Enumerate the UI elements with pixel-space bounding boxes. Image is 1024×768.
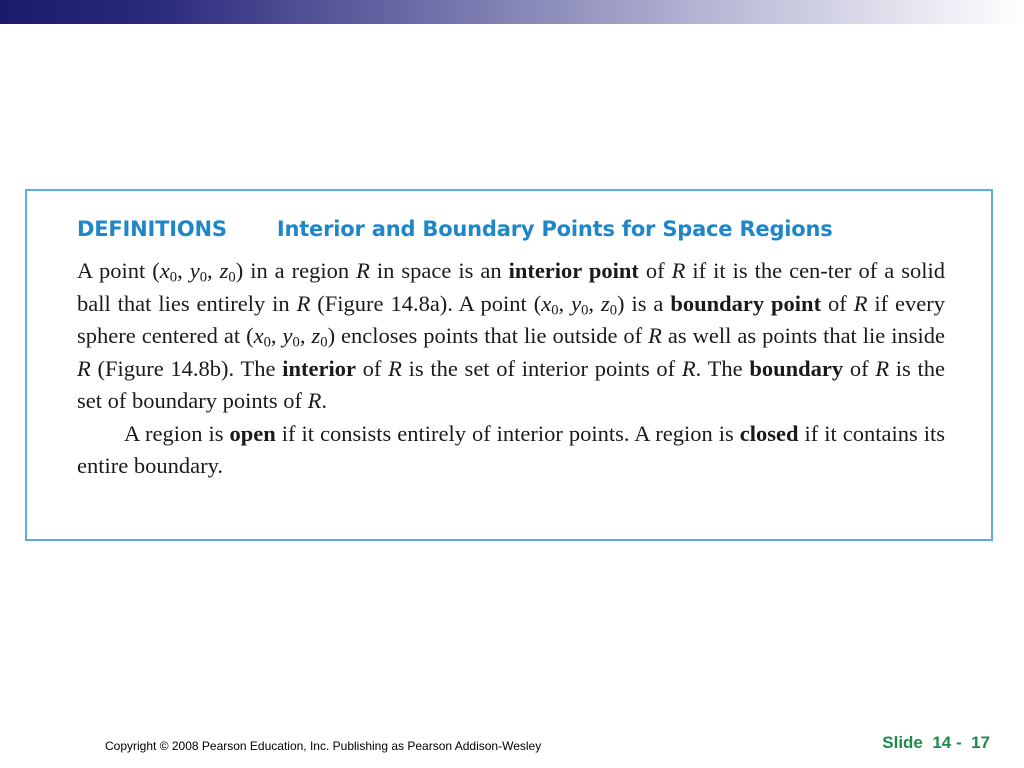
math-variable: R — [77, 355, 91, 381]
text-run: if every sphere centered at ( — [77, 290, 946, 348]
slide-number: Slide 14 - 17 — [882, 733, 990, 752]
math-subscript: 0 — [320, 334, 328, 351]
text-run: (Figure 14.8a). A point ( — [310, 290, 542, 316]
math-variable: R — [875, 355, 890, 381]
text-run: is the set of boundary points of — [77, 355, 946, 413]
math-subscript: 0 — [263, 334, 271, 351]
text-run: A region is — [124, 420, 230, 446]
text-run: as well as points that lie inside — [661, 323, 946, 348]
text-run: , — [558, 290, 572, 316]
copyright-notice: Copyright © 2008 Pearson Education, Inc. Publishing as Pearson Addison-Wesley — [105, 739, 542, 753]
text-run: , — [588, 290, 601, 316]
math-variable: y — [189, 258, 200, 283]
text-run: . The — [695, 355, 750, 381]
definition-label: DEFINITIONS — [77, 217, 227, 241]
math-variable: R — [681, 355, 696, 381]
text-run: if it is the cen-ter of a solid ball that lies entirely in — [77, 258, 945, 316]
math-variable: R — [307, 388, 322, 413]
math-variable: z — [219, 258, 229, 283]
math-variable: R — [296, 290, 311, 316]
definition-title: Interior and Boundary Points for Space Regions — [276, 217, 833, 241]
text-run: if it consists entirely of interior points. A region is — [275, 420, 740, 446]
math-variable: y — [282, 323, 293, 348]
definition-paragraph-2 — [77, 418, 945, 483]
bold-term: open — [229, 420, 276, 446]
math-variable: R — [356, 258, 370, 283]
text-run: A point ( — [77, 258, 160, 283]
math-variable: y — [571, 290, 582, 316]
text-run: in space is an — [369, 258, 509, 283]
math-variable: x — [253, 323, 264, 348]
math-subscript: 0 — [551, 302, 559, 319]
text-run: of — [843, 355, 876, 381]
math-variable: z — [600, 290, 610, 316]
math-variable: x — [159, 258, 170, 283]
text-run: , — [207, 258, 220, 283]
math-subscript: 0 — [292, 334, 300, 351]
text-run: ) in a region — [235, 258, 357, 283]
bold-term: boundary point — [670, 290, 822, 316]
text-run: , — [177, 258, 190, 283]
text-run: (Figure 14.8b). The — [90, 355, 283, 381]
text-run: ) encloses points that lie outside of — [327, 323, 649, 348]
math-subscript: 0 — [581, 302, 589, 319]
math-variable: R — [388, 355, 402, 381]
bold-term: interior — [282, 355, 356, 381]
bold-term: interior point — [508, 258, 639, 283]
definition-box — [25, 189, 993, 541]
math-variable: x — [541, 290, 552, 316]
math-variable: R — [648, 323, 662, 348]
text-run: of — [821, 290, 854, 316]
text-run: is the set of interior points of — [401, 355, 682, 381]
text-run: . — [321, 388, 327, 413]
math-subscript: 0 — [169, 269, 178, 286]
definition-paragraph-1 — [77, 255, 945, 418]
definition-body — [77, 255, 945, 483]
math-subscript: 0 — [609, 302, 618, 319]
math-variable: R — [671, 258, 686, 283]
math-subscript: 0 — [199, 269, 207, 286]
text-run: , — [299, 323, 312, 348]
text-run: ) is a — [617, 290, 671, 316]
math-variable: z — [311, 323, 321, 348]
text-run: , — [270, 323, 283, 348]
math-subscript: 0 — [228, 269, 236, 286]
text-run: of — [638, 258, 672, 283]
slide-top-gradient-bar — [0, 0, 1024, 24]
text-run: if it contains its entire boundary. — [77, 420, 945, 478]
bold-term: closed — [739, 420, 799, 446]
text-run: of — [355, 355, 389, 381]
bold-term: boundary — [749, 355, 844, 381]
math-variable: R — [853, 290, 868, 316]
definition-heading — [77, 217, 833, 241]
